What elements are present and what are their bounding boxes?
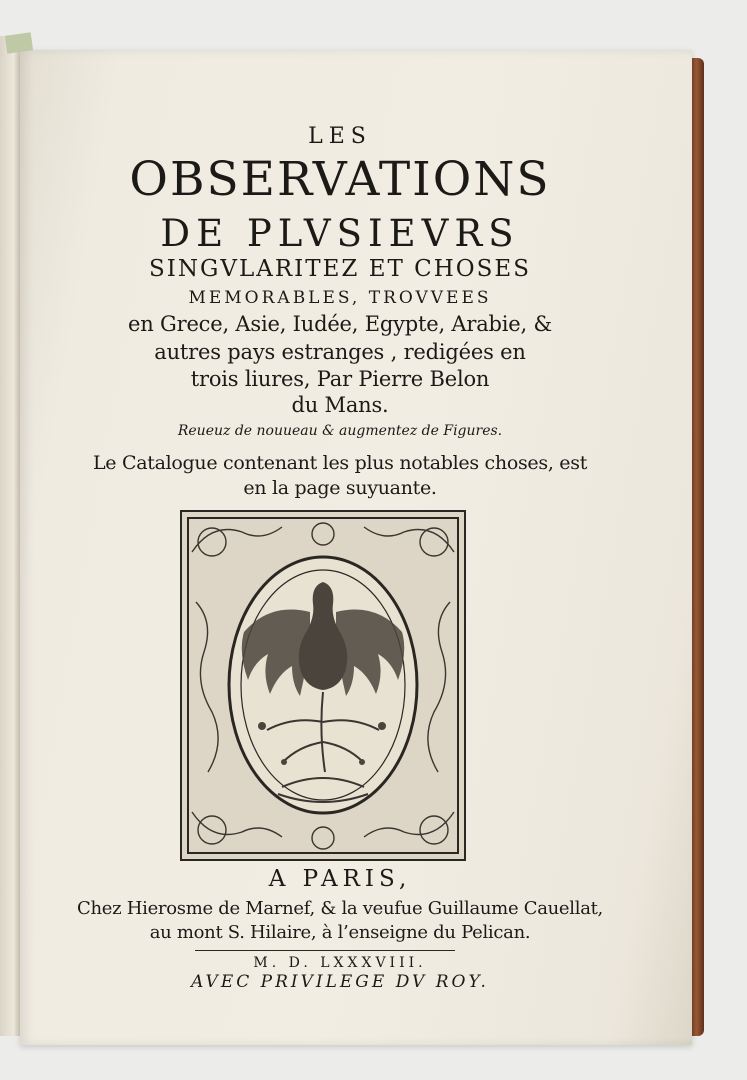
title-line-memorables: MEMORABLES, TROVVEES <box>188 288 492 308</box>
title-page <box>20 50 692 1045</box>
royal-privilege: AVEC PRIVILEGE DV ROY. <box>191 972 489 992</box>
book-page-edges <box>0 36 22 1036</box>
catalogue-note-line2: en la page suyuante. <box>243 477 437 499</box>
imprint-publisher-line1: Chez Hierosme de Marnef, & la veufue Guillaume Cauellat, <box>77 898 603 919</box>
title-line-singularitez: SINGVLARITEZ ET CHOSES <box>149 256 531 282</box>
title-line-les: LES <box>308 124 372 149</box>
imprint-city: A PARIS, <box>268 866 412 892</box>
page-marker-tab <box>5 32 33 53</box>
leather-binding <box>690 58 704 1036</box>
title-line-countries: en Grece, Asie, Iudée, Egypte, Arabie, & <box>128 312 552 336</box>
title-line-author: trois liures, Par Pierre Belon <box>190 367 490 391</box>
revised-note: Reueuz de nouueau & augmentez de Figures. <box>177 423 503 439</box>
title-line-observations: OBSERVATIONS <box>129 152 551 207</box>
title-line-du-mans: du Mans. <box>291 393 389 417</box>
divider-rule <box>195 950 455 951</box>
title-line-de-plusieurs: DE PLVSIEVRS <box>160 212 520 255</box>
imprint-publisher-line2: au mont S. Hilaire, à l’enseigne du Pelican. <box>149 922 531 943</box>
phoenix-emblem-icon <box>182 512 464 859</box>
catalogue-note-line1: Le Catalogue contenant les plus notables choses, est <box>92 452 588 474</box>
imprint-date: M. D. LXXXVIII. <box>253 955 427 971</box>
title-line-estranges: autres pays estranges , redigées en <box>154 340 526 364</box>
printers-device-woodcut <box>180 510 466 861</box>
